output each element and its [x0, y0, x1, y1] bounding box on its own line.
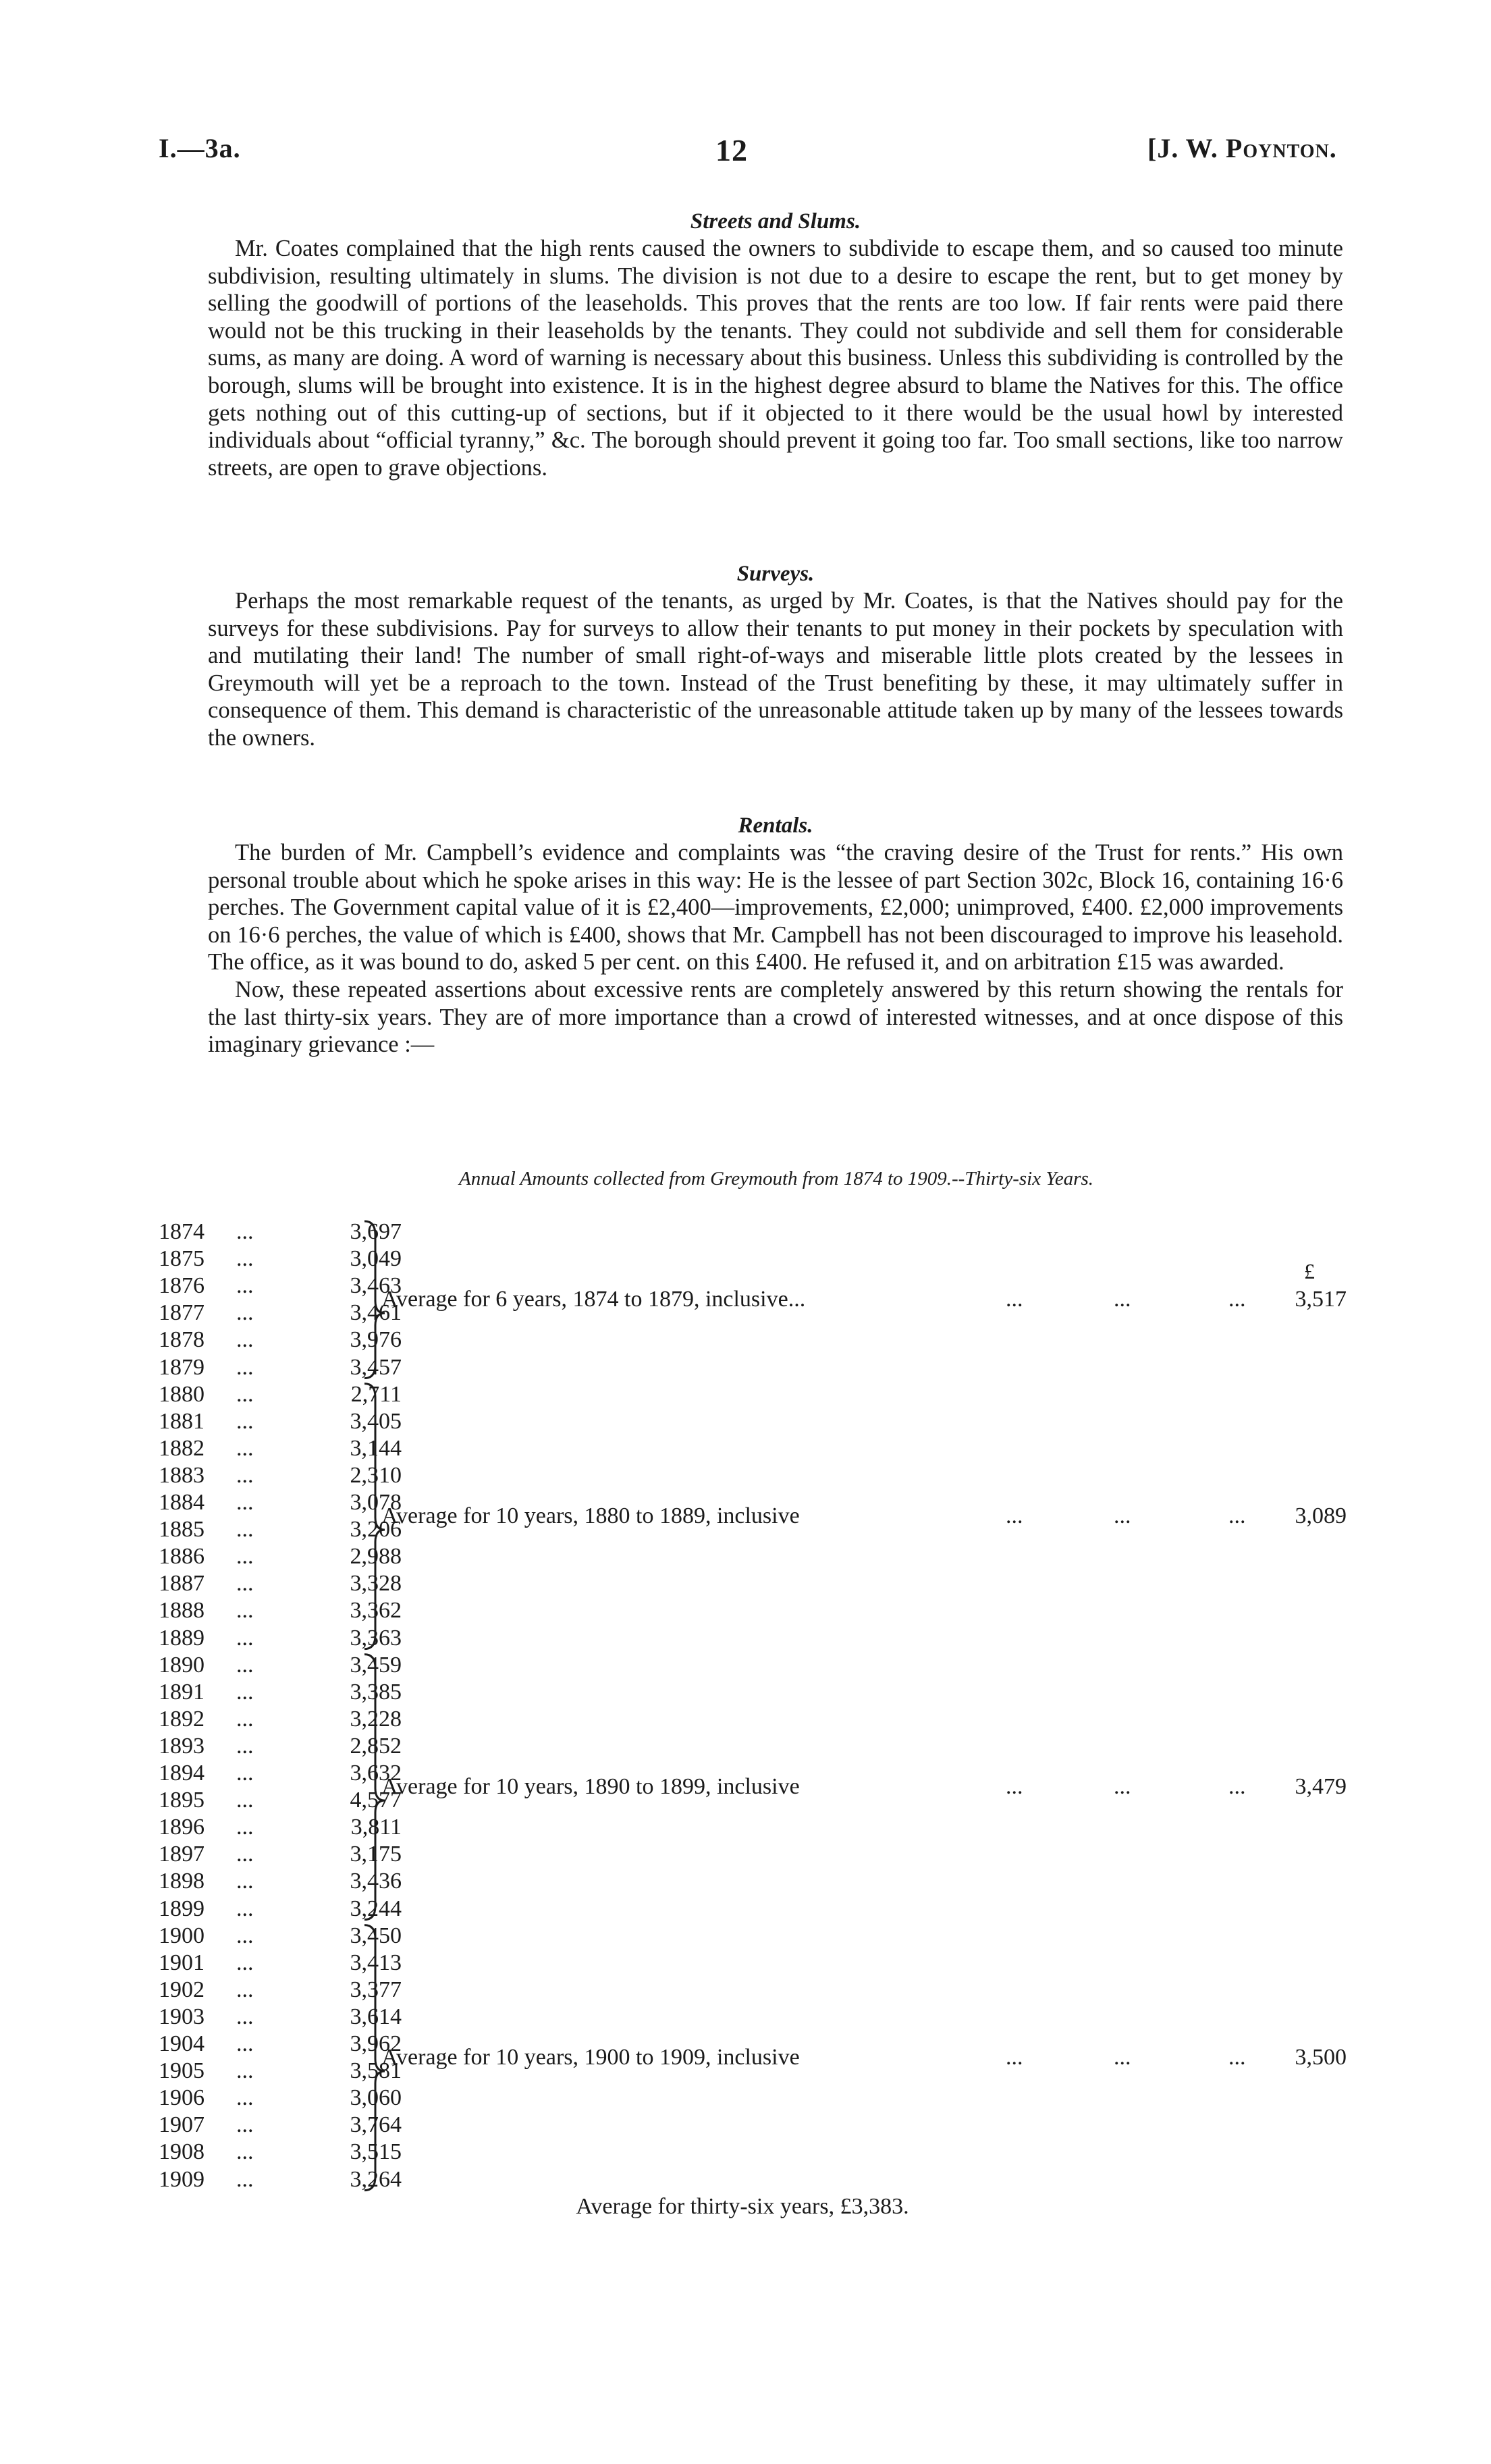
amount-cell: 3,228 [350, 1706, 402, 1732]
year-cell: 1874 [159, 1219, 205, 1244]
leader-dots: ... [236, 1869, 254, 1894]
year-cell: 1886 [159, 1544, 205, 1570]
amount-cell: 3,377 [350, 1977, 402, 2002]
amount-cell: 3,581 [350, 2058, 402, 2084]
leader-dots: ... [236, 2139, 254, 2165]
leader-dots: ... [1228, 1287, 1246, 1312]
year-cell: 1903 [159, 2004, 205, 2029]
amount-cell: 3,413 [350, 1950, 402, 1975]
leader-dots: ... [236, 1896, 254, 1921]
header-reference: I.—3a. [159, 133, 241, 163]
paragraph: Perhaps the most remarkable request of the tenants, as urged by Mr. Coates, is that the Natives should pay for the surveys for these subdivisions. Pay for surveys to allow their tenants to put money in their pockets by speculation with and mutilating their land! The number of small right-of-ways and miserable little plots created by the lessees in Greymouth will yet be a reproach to the town. Instead of the Trust benefiting by these, it may ultimately suffer in consequence of them. This demand is characteristic of the unreasonable attitude taken up by many of the lessees towards the owners. [208, 588, 1343, 751]
year-cell: 1896 [159, 1815, 205, 1840]
section-heading: Streets and Slums. [690, 209, 861, 234]
leader-dots: ... [236, 1679, 254, 1705]
year-cell: 1905 [159, 2058, 205, 2084]
page-number: 12 [715, 133, 748, 167]
leader-dots: ... [236, 1788, 254, 1813]
leader-dots: ... [236, 1761, 254, 1786]
leader-dots: ... [236, 2004, 254, 2029]
amount-cell: 3,436 [350, 1869, 402, 1894]
amount-cell: 3,264 [350, 2166, 402, 2192]
year-cell: 1893 [159, 1733, 205, 1759]
leader-dots: ... [1006, 1287, 1023, 1312]
leader-dots: ... [236, 2058, 254, 2084]
average-label: Average for 6 years, 1874 to 1879, inclusive... [381, 1287, 806, 1312]
year-cell: 1898 [159, 1869, 205, 1894]
amount-cell: 3,450 [350, 1923, 402, 1948]
leader-dots: ... [236, 1327, 254, 1353]
year-cell: 1900 [159, 1923, 205, 1948]
average-value: 3,500 [1295, 2045, 1347, 2070]
leader-dots: ... [236, 1517, 254, 1543]
year-cell: 1906 [159, 2085, 205, 2111]
year-cell: 1891 [159, 1679, 205, 1705]
leader-dots: ... [236, 1842, 254, 1867]
amount-cell: 3,962 [350, 2031, 402, 2056]
leader-dots: ... [236, 1435, 254, 1461]
group-brace [364, 1925, 385, 2191]
year-cell: 1894 [159, 1761, 205, 1786]
leader-dots: ... [236, 2112, 254, 2138]
amount-cell: 3,697 [350, 1219, 402, 1244]
leader-dots: ... [236, 1490, 254, 1515]
amount-cell: 2,711 [350, 1381, 402, 1407]
section-heading: Rentals. [738, 813, 813, 838]
leader-dots: ... [1006, 1774, 1023, 1800]
leader-dots: ... [236, 1246, 254, 1272]
leader-dots: ... [236, 1381, 254, 1407]
year-cell: 1878 [159, 1327, 205, 1353]
leader-dots: ... [236, 1544, 254, 1570]
amount-cell: 3,328 [350, 1571, 402, 1597]
amount-cell: 3,060 [350, 2085, 402, 2111]
amount-cell: 3,206 [350, 1517, 402, 1543]
leader-dots: ... [236, 1733, 254, 1759]
amount-cell: 3,078 [350, 1490, 402, 1515]
leader-dots: ... [236, 1652, 254, 1678]
amount-cell: 3,049 [350, 1246, 402, 1272]
year-cell: 1892 [159, 1706, 205, 1732]
amount-cell: 3,457 [350, 1354, 402, 1380]
leader-dots: ... [236, 2166, 254, 2192]
amount-cell: 3,362 [350, 1598, 402, 1624]
leader-dots: ... [236, 1815, 254, 1840]
currency-symbol: £ [1304, 1259, 1315, 1283]
amount-cell: 3,515 [350, 2139, 402, 2165]
year-cell: 1881 [159, 1408, 205, 1434]
amount-cell: 2,852 [350, 1733, 402, 1759]
amount-cell: 3,244 [350, 1896, 402, 1921]
group-brace [364, 1384, 385, 1649]
leader-dots: ... [236, 2031, 254, 2056]
leader-dots: ... [236, 1462, 254, 1488]
year-cell: 1909 [159, 2166, 205, 2192]
year-cell: 1904 [159, 2031, 205, 2056]
leader-dots: ... [236, 1571, 254, 1597]
average-label: Average for 10 years, 1900 to 1909, inclusive [381, 2045, 800, 2070]
amount-cell: 3,976 [350, 1327, 402, 1353]
amount-cell: 2,310 [350, 1462, 402, 1488]
overall-average: Average for thirty-six years, £3,383. [576, 2194, 909, 2219]
leader-dots: ... [236, 1923, 254, 1948]
amount-cell: 3,614 [350, 2004, 402, 2029]
leader-dots: ... [236, 1273, 254, 1299]
average-label: Average for 10 years, 1880 to 1889, inclusive [381, 1503, 800, 1529]
amount-cell: 3,461 [350, 1300, 402, 1326]
leader-dots: ... [236, 1950, 254, 1975]
year-cell: 1887 [159, 1571, 205, 1597]
average-value: 3,089 [1295, 1503, 1347, 1529]
leader-dots: ... [1228, 2045, 1246, 2070]
leader-dots: ... [236, 1300, 254, 1326]
leader-dots: ... [236, 1354, 254, 1380]
year-cell: 1883 [159, 1462, 205, 1488]
leader-dots: ... [1006, 1503, 1023, 1529]
leader-dots: ... [236, 1408, 254, 1434]
leader-dots: ... [236, 1977, 254, 2002]
leader-dots: ... [1114, 1774, 1131, 1800]
year-cell: 1879 [159, 1354, 205, 1380]
leader-dots: ... [236, 1598, 254, 1624]
year-cell: 1895 [159, 1788, 205, 1813]
average-value: 3,517 [1295, 1287, 1347, 1312]
amount-cell: 3,144 [350, 1435, 402, 1461]
year-cell: 1889 [159, 1625, 205, 1651]
leader-dots: ... [1228, 1503, 1246, 1529]
average-value: 3,479 [1295, 1774, 1347, 1800]
amount-cell: 3,405 [350, 1408, 402, 1434]
year-cell: 1876 [159, 1273, 205, 1299]
amount-cell: 3,459 [350, 1652, 402, 1678]
year-cell: 1885 [159, 1517, 205, 1543]
year-cell: 1907 [159, 2112, 205, 2138]
average-label: Average for 10 years, 1890 to 1899, inclusive [381, 1774, 800, 1800]
year-cell: 1888 [159, 1598, 205, 1624]
leader-dots: ... [236, 1625, 254, 1651]
amount-cell: 3,811 [350, 1815, 402, 1840]
year-cell: 1897 [159, 1842, 205, 1867]
amount-cell: 3,385 [350, 1679, 402, 1705]
section-heading: Surveys. [736, 562, 815, 586]
year-cell: 1875 [159, 1246, 205, 1272]
leader-dots: ... [236, 1219, 254, 1244]
year-cell: 1880 [159, 1381, 205, 1407]
year-cell: 1901 [159, 1950, 205, 1975]
leader-dots: ... [1006, 2045, 1023, 2070]
leader-dots: ... [236, 1706, 254, 1732]
year-cell: 1902 [159, 1977, 205, 2002]
amount-cell: 3,764 [350, 2112, 402, 2138]
paragraph: Now, these repeated assertions about excessive rents are completely answered by this return showing the rentals for the last thirty-six years. They are of more importance than a crowd of interested witnesses, and at once dispose of this imaginary grievance :— [208, 976, 1343, 1058]
leader-dots: ... [1114, 2045, 1131, 2070]
amount-cell: 4,577 [350, 1788, 402, 1813]
amount-cell: 3,463 [350, 1273, 402, 1299]
year-cell: 1908 [159, 2139, 205, 2165]
header-author: [J. W. Poynton. [1147, 133, 1337, 163]
group-brace [364, 1221, 385, 1378]
year-cell: 1890 [159, 1652, 205, 1678]
table-caption: Annual Amounts collected from Greymouth from 1874 to 1909.--Thirty-six Years. [458, 1168, 1094, 1189]
amount-cell: 3,363 [350, 1625, 402, 1651]
year-cell: 1882 [159, 1435, 205, 1461]
paragraph: The burden of Mr. Campbell’s evidence and complaints was “the craving desire of the Trust for rents.” His own personal trouble about which he spoke arises in this way: He is the lessee of part Section 302c, Block 16, containing 16·6 perches. The Government capital value of it is £2,400—improvements, £2,000; unimproved, £400. £2,000 improvements on 16·6 perches, the value of which is £400, shows that Mr. Campbell has not been discouraged to improve his leasehold. The office, as it was bound to do, asked 5 per cent. on this £400. He refused it, and on arbitration £15 was awarded. [208, 840, 1343, 975]
amount-cell: 2,988 [350, 1544, 402, 1570]
leader-dots: ... [236, 2085, 254, 2111]
leader-dots: ... [1114, 1287, 1131, 1312]
amount-cell: 3,175 [350, 1842, 402, 1867]
paragraph: Mr. Coates complained that the high rents caused the owners to subdivide to escape them, and so caused too minute subdivision, resulting ultimately in slums. The division is not due to a desire to escape the rent, but to get money by selling the goodwill of portions of the leaseholds. This proves that the rents are too low. If fair rents were paid there would not be this trucking in their leaseholds by the tenants. They could not subdivide and sell them for considerable sums, as many are doing. A word of warning is necessary about this business. Unless this subdividing is controlled by the borough, slums will be brought into existence. It is in the highest degree absurd to blame the Natives for this. The office gets nothing out of this cutting-up of sections, but if it objected to it there would be the usual howl by interested individuals about “official tyranny,” &c. The borough should prevent it going too far. Too small sections, like too narrow streets, are open to grave objections. [208, 236, 1343, 481]
year-cell: 1899 [159, 1896, 205, 1921]
leader-dots: ... [1114, 1503, 1131, 1529]
group-brace [364, 1655, 385, 1920]
year-cell: 1877 [159, 1300, 205, 1326]
leader-dots: ... [1228, 1774, 1246, 1800]
amount-cell: 3,632 [350, 1761, 402, 1786]
year-cell: 1884 [159, 1490, 205, 1515]
